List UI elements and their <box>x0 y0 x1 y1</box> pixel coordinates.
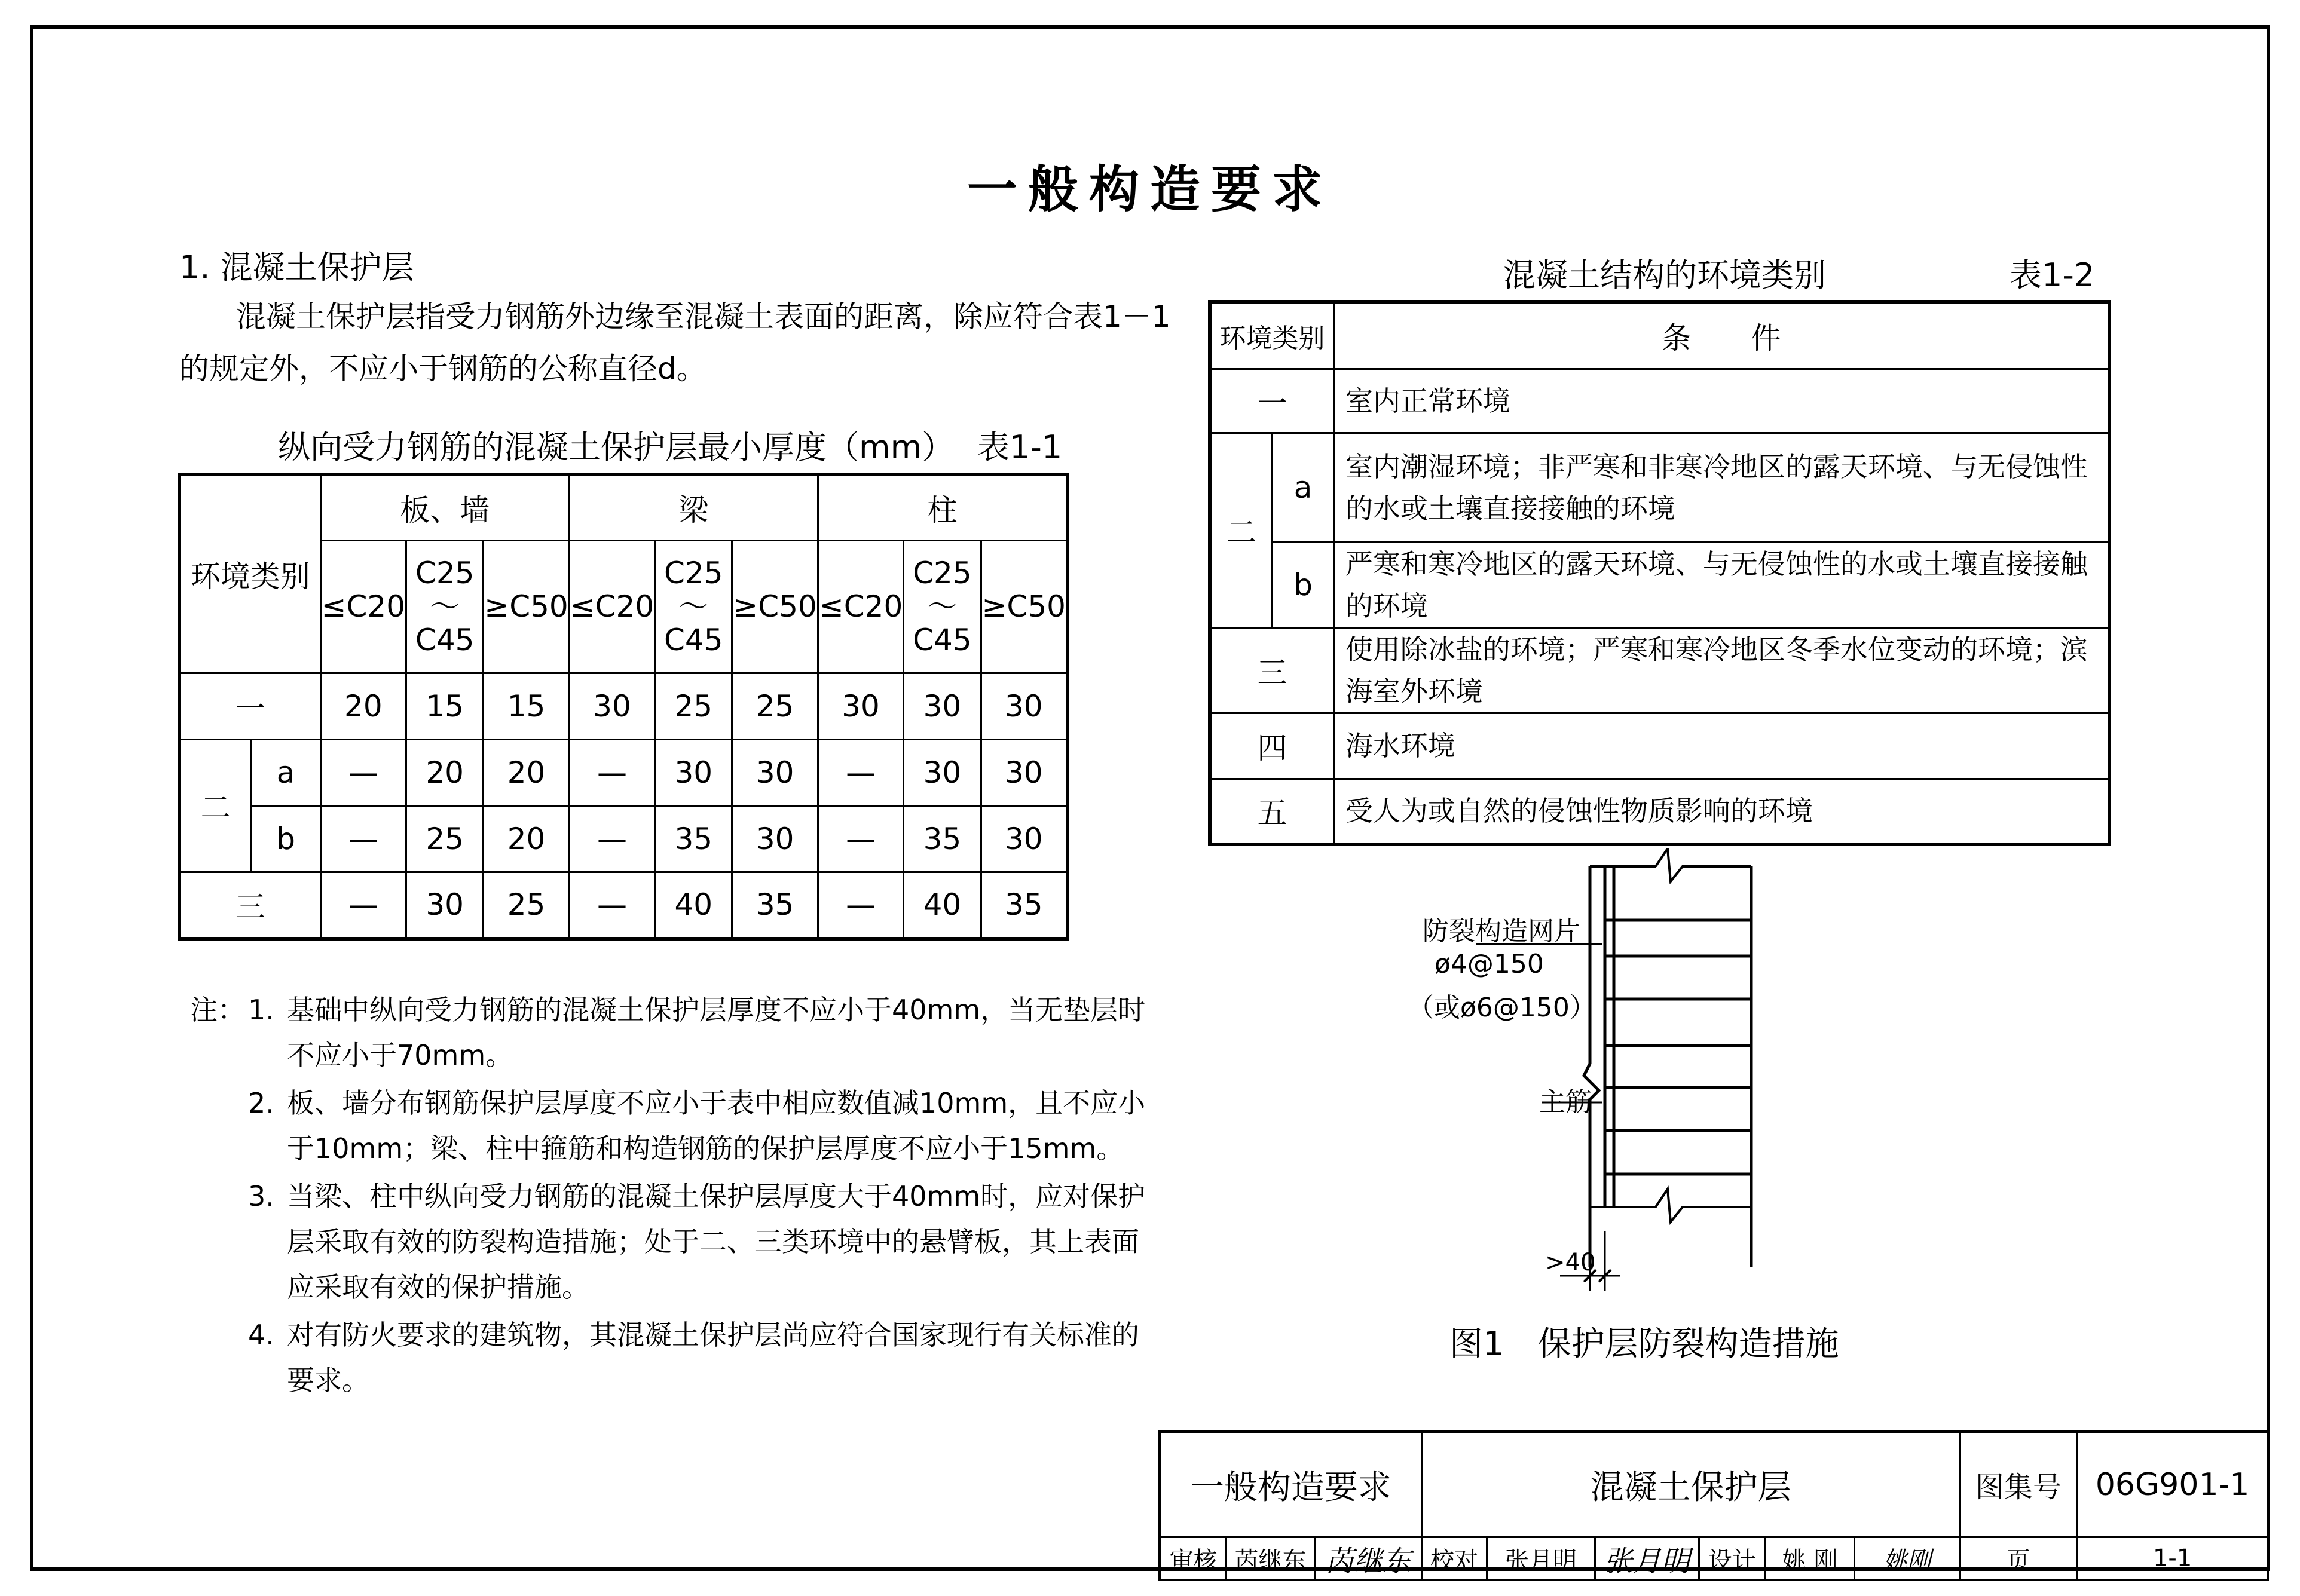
titleblock-designer: 姚 刚 <box>1766 1537 1855 1580</box>
table-row <box>1210 369 2109 433</box>
table2-cond: 使用除冰盐的环境；严寒和寒冷地区冬季水位变动的环境；滨海室外环境 <box>1333 627 2109 713</box>
titleblock-checker-signature: 张月明 <box>1595 1537 1699 1580</box>
table-row <box>1210 627 2109 713</box>
table-row <box>179 872 1068 939</box>
grade-ge-c50: ≥C50 <box>484 540 569 673</box>
table1-cell: — <box>569 805 654 872</box>
table2-sub: a <box>1273 433 1334 542</box>
table1-cell: 30 <box>569 673 654 739</box>
table1-group-column: 柱 <box>818 474 1068 540</box>
figure1-label-alt: （或ø6@150） <box>1408 992 1596 1023</box>
table1-cell: 25 <box>484 872 569 939</box>
table1-cell: 25 <box>732 673 818 739</box>
note-line: 对有防火要求的建筑物，其混凝土保护层尚应符合国家现行有关标准的 <box>287 1319 1139 1351</box>
table2-env: 三 <box>1210 627 1333 713</box>
table1-env: 三 <box>179 872 320 939</box>
table1-cell: 25 <box>655 673 732 739</box>
table1-cell: 20 <box>484 739 569 805</box>
page-title: 一般构造要求 <box>967 160 1333 219</box>
section-paragraph-line1: 混凝土保护层指受力钢筋外边缘至混凝土表面的距离，除应符合表1－1 <box>236 299 1171 334</box>
table1-cell: 30 <box>818 673 903 739</box>
table1-cell: 30 <box>981 673 1068 739</box>
titleblock-reviewer: 芮继东 <box>1227 1537 1315 1580</box>
table1-cell: 20 <box>406 739 484 805</box>
titleblock-design-label: 设计 <box>1699 1537 1766 1580</box>
note-number: 2. <box>248 1087 274 1119</box>
table1-cell: — <box>320 739 406 805</box>
note-number: 4. <box>248 1319 274 1351</box>
table2-number: 表1-2 <box>2010 256 2095 294</box>
table1-sub: a <box>251 739 320 805</box>
titleblock-check-label: 校对 <box>1421 1537 1487 1580</box>
table1-cell: 30 <box>732 739 818 805</box>
notes-label: 注： <box>190 994 245 1026</box>
titleblock-page-no: 1-1 <box>2077 1537 2268 1580</box>
table2-cond: 严寒和寒冷地区的露天环境、与无侵蚀性的水或土壤直接接触的环境 <box>1333 542 2109 627</box>
note-line: 基础中纵向受力钢筋的混凝土保护层厚度不应小于40mm，当无垫层时 <box>287 994 1146 1026</box>
titleblock-review-label: 审核 <box>1160 1537 1227 1580</box>
table2-env-header: 环境类别 <box>1210 302 1333 369</box>
table2-env: 一 <box>1210 369 1333 433</box>
figure1-caption: 图1 保护层防裂构造措施 <box>1449 1325 1839 1364</box>
grade-le-c20: ≤C20 <box>818 540 903 673</box>
figure1-label-mesh: 防裂构造网片 <box>1423 916 1580 946</box>
table1-cell: — <box>818 805 903 872</box>
grade-c25-c45: C25 ～ C45 <box>904 540 981 673</box>
table1-env: 一 <box>179 673 320 739</box>
table1-env-header: 环境类别 <box>179 474 320 673</box>
table-row <box>1210 433 2109 542</box>
note-line: 要求。 <box>287 1364 369 1396</box>
grade-ge-c50: ≥C50 <box>981 540 1068 673</box>
table1 <box>178 473 1069 941</box>
table2-env: 五 <box>1210 779 1333 844</box>
table1-cell: 20 <box>484 805 569 872</box>
table2-env: 四 <box>1210 713 1333 779</box>
table2-caption: 混凝土结构的环境类别 <box>1503 256 1826 294</box>
table1-cell: 20 <box>320 673 406 739</box>
table1-cell: 35 <box>732 872 818 939</box>
table1-cell: 30 <box>655 739 732 805</box>
table1-cell: 35 <box>655 805 732 872</box>
table1-cell: 30 <box>904 673 981 739</box>
table1-cell: 40 <box>904 872 981 939</box>
titleblock-reviewer-signature: 芮继东 <box>1314 1537 1421 1580</box>
table2-cond: 室内潮湿环境；非严寒和非寒冷地区的露天环境、与无侵蚀性的水或土壤直接接触的环境 <box>1333 433 2109 542</box>
note-line: 板、墙分布钢筋保护层厚度不应小于表中相应数值减10mm，且不应小 <box>287 1087 1146 1119</box>
titleblock-atlas-no: 06G901-1 <box>2077 1432 2268 1537</box>
note-line: 当梁、柱中纵向受力钢筋的混凝土保护层厚度大于40mm时，应对保护 <box>287 1180 1146 1212</box>
table1-env: 二 <box>179 739 251 872</box>
table1-number: 表1-1 <box>977 428 1063 466</box>
table2-sub: b <box>1273 542 1334 627</box>
table1-cell: — <box>320 805 406 872</box>
table2-cond: 室内正常环境 <box>1333 369 2109 433</box>
titleblock-checker: 张月明 <box>1487 1537 1595 1580</box>
figure1-label-main-bar: 主筋 <box>1539 1087 1592 1117</box>
note-line: 层采取有效的防裂构造措施；处于二、三类环境中的悬臂板，其上表面 <box>287 1226 1139 1258</box>
table1-cell: 40 <box>655 872 732 939</box>
table2-cond: 受人为或自然的侵蚀性物质影响的环境 <box>1333 779 2109 844</box>
table-row <box>179 739 1068 805</box>
section-heading: 1. 混凝土保护层 <box>179 249 414 286</box>
title-block <box>1158 1430 2269 1581</box>
table1-group-beam: 梁 <box>569 474 818 540</box>
table2-cond-header: 条 件 <box>1333 302 2109 369</box>
grade-le-c20: ≤C20 <box>569 540 654 673</box>
note-line: 应采取有效的保护措施。 <box>287 1271 589 1303</box>
table1-cell: 30 <box>981 739 1068 805</box>
table1-cell: 35 <box>981 872 1068 939</box>
table1-cell: — <box>320 872 406 939</box>
titleblock-designer-signature: 姚刚 <box>1855 1537 1960 1580</box>
grade-ge-c50: ≥C50 <box>732 540 818 673</box>
titleblock-category: 一般构造要求 <box>1160 1432 1421 1537</box>
note-line: 于10mm；梁、柱中箍筋和构造钢筋的保护层厚度不应小于15mm。 <box>287 1132 1124 1165</box>
table1-cell: 25 <box>406 805 484 872</box>
table1-cell: — <box>818 872 903 939</box>
note-number: 3. <box>248 1180 274 1212</box>
table1-sub: b <box>251 805 320 872</box>
table1-cell: 30 <box>732 805 818 872</box>
table1-cell: 30 <box>406 872 484 939</box>
section-paragraph-line2: 的规定外，不应小于钢筋的公称直径d。 <box>179 351 706 386</box>
table-row <box>1210 542 2109 627</box>
table1-cell: — <box>569 739 654 805</box>
titleblock-atlas-label: 图集号 <box>1960 1432 2077 1537</box>
table1-cell: — <box>569 872 654 939</box>
table1-cell: 30 <box>981 805 1068 872</box>
table1-caption: 纵向受力钢筋的混凝土保护层最小厚度（mm） <box>278 428 955 466</box>
grade-c25-c45: C25 ～ C45 <box>655 540 732 673</box>
table1-cell: 15 <box>484 673 569 739</box>
figure1-label-spacing: ø4@150 <box>1435 949 1544 979</box>
table1-group-slab-wall: 板、墙 <box>320 474 569 540</box>
note-line: 不应小于70mm。 <box>287 1039 513 1071</box>
table2-cond: 海水环境 <box>1333 713 2109 779</box>
grade-le-c20: ≤C20 <box>320 540 406 673</box>
table-row <box>179 805 1068 872</box>
titleblock-page-label: 页 <box>1960 1537 2077 1580</box>
table-row <box>1210 779 2109 844</box>
table-row <box>179 673 1068 739</box>
figure1-dimension: >40 <box>1545 1249 1596 1276</box>
table1-cell: 15 <box>406 673 484 739</box>
table2-env: 二 <box>1210 433 1273 627</box>
table-row <box>1210 713 2109 779</box>
grade-c25-c45: C25 ～ C45 <box>406 540 484 673</box>
note-number: 1. <box>248 994 274 1026</box>
titleblock-name: 混凝土保护层 <box>1421 1432 1960 1537</box>
table1-cell: 35 <box>904 805 981 872</box>
table1-cell: — <box>818 739 903 805</box>
table1-cell: 30 <box>904 739 981 805</box>
table2 <box>1208 300 2111 846</box>
